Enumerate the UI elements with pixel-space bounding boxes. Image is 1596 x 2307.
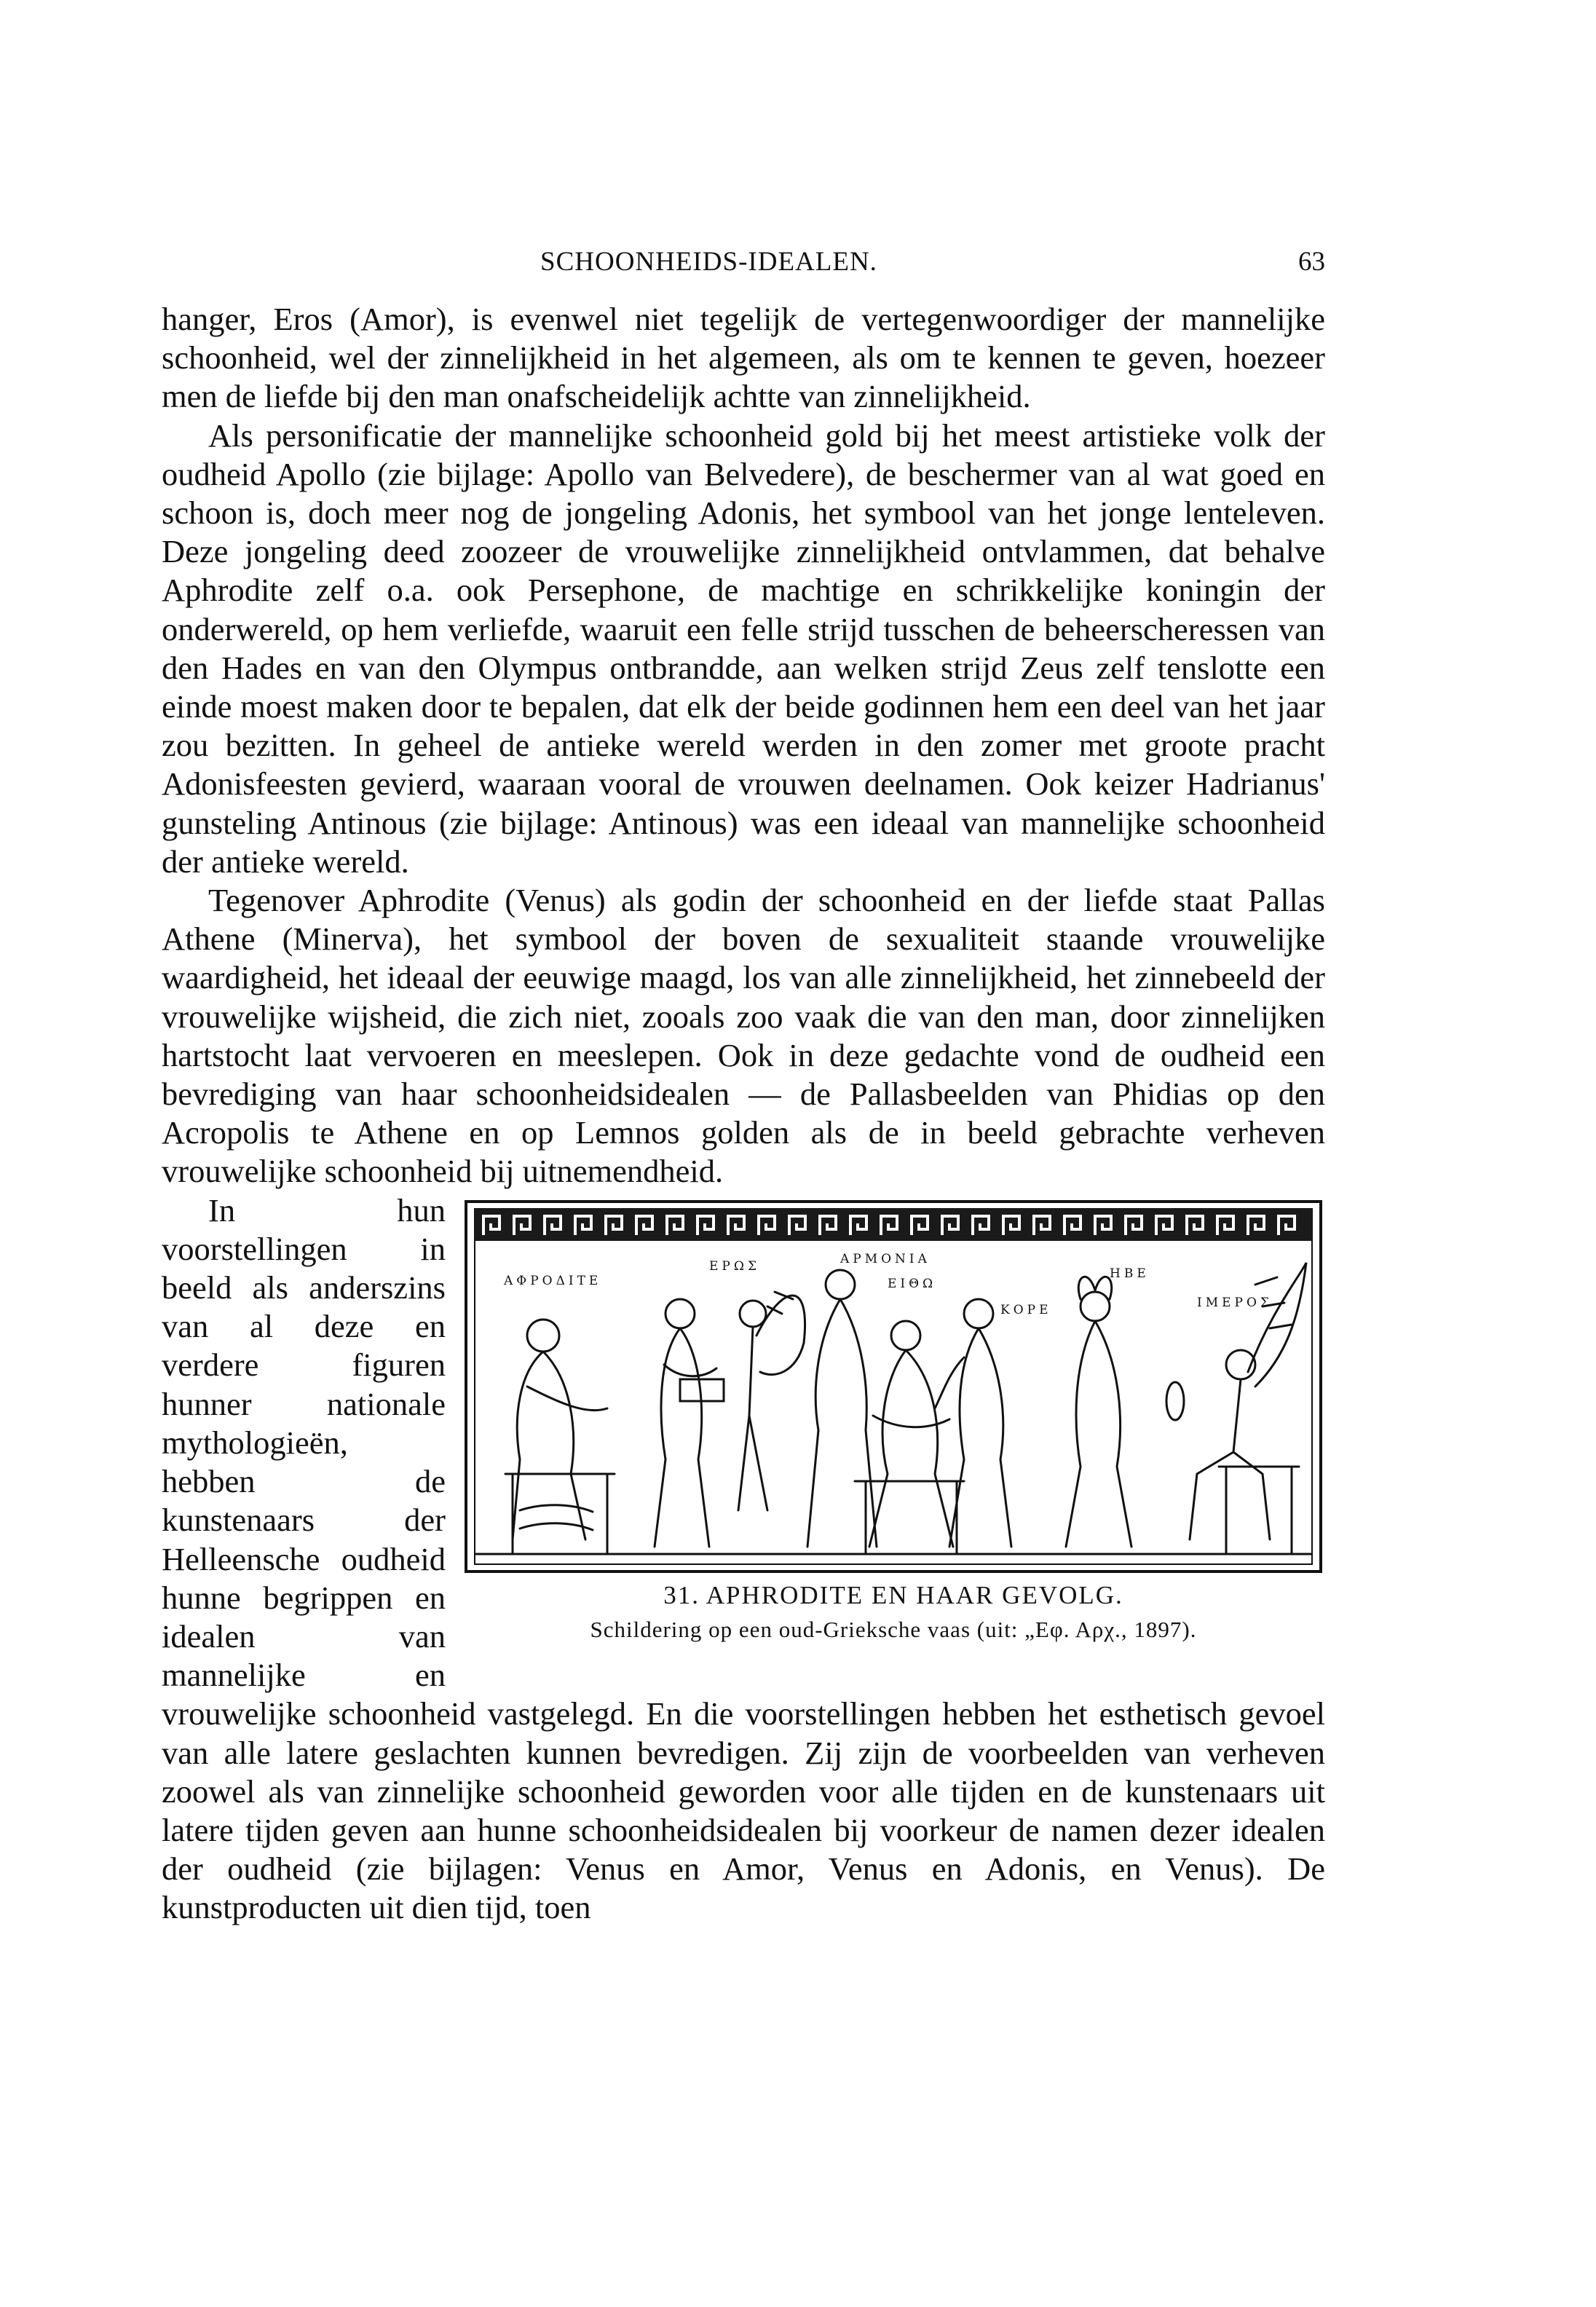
page-header [162, 246, 1325, 290]
page-number: 63 [1298, 247, 1325, 277]
paragraph-2: Als personificatie der mannelijke schoonheid gold bij het meest artistieke volk der oudheid Apollo (zie bijlage: Apollo van Belvedere), de beschermer van al wat goed en schoon is, doch meer nog de jongeling Adonis, het symbool van het jonge lenteleven. Deze jongeling deed zoozeer de vrouwelijke zinnelijkheid ontvlammen, dat behalve Aphrodite zelf o.a. ook Persephone, de machtige en schrikkelijke koningin der onderwereld, op hem verliefde, waaruit een felle strijd tusschen de beheerscheressen van den Hades en van den Olympus ontbrandde, aan welken strijd Zeus zelf tenslotte een einde moest maken door te bepalen, dat elk der beide godinnen hem een deel van het jaar zou bezitten. In geheel de antieke wereld werden in den zomer met groote pracht Adonisfeesten gevierd, waaraan vooral de vrouwen deelnamen. Ook keizer Hadrianus' gunsteling Antinous (zie bijlage: Antinous) was een ideaal van mannelijke schoonheid der antieke wereld. [162, 417, 1325, 880]
paragraph-1: hanger, Eros (Amor), is evenwel niet tegelijk de vertegenwoordiger der mannelijke schoonheid, wel der zinnelijkheid in het algemeen, als om te kennen te geven, hoezeer men de liefde bij den man onafscheidelijk achtte van zinnelijkheid. [162, 301, 1325, 415]
paragraph-4: In hun voorstellingen in beeld als anderszins van al deze en verdere figuren hunner nationale mythologieën, hebben de kunstenaars der Helleensche oudheid hunne begrippen en idealen van mannelijke en vrouwelijke schoonheid vastgelegd. En die voorstellingen hebben het esthetisch gevoel van alle latere geslachten kunnen bevredigen. Zij zijn de voorbeelden van verheven zoowel als van zinnelijke schoonheid geworden voor alle tijden en de kunstenaars uit latere tijden geven aan hunne schoonheidsidealen bij voorkeur de namen dezer idealen der oudheid (zie bijlagen: Venus en Amor, Venus en Adonis, en Venus). De kunstproducten uit dien tijd, toen [162, 1191, 1325, 1926]
paragraph-3: Tegenover Aphrodite (Venus) als godin der schoonheid en der liefde staat Pallas Athene (Minerva), het symbool der boven de sexualiteit staande vrouwelijke waardigheid, het ideaal der eeuwige maagd, los van alle zinnelijkheid, het zinnebeeld der vrouwelijke wijsheid, die zich niet, zooals zoo vaak die van den man, door zinnelijken hartstocht laat vervoeren en meeslepen. Ook in deze gedachte vond de oudheid een bevrediging van haar schoonheidsidealen — de Pallasbeelden van Phidias op den Acropolis te Athene en op Lemnos golden als de in beeld gebrachte verheven vrouwelijke schoonheid bij uitnemendheid. [162, 882, 1325, 1190]
figure-source: Schildering op een oud-Grieksche vaas (uit: „Εφ. Αρχ., 1897). [590, 1616, 1197, 1642]
inscription-harmonia: ΑΡΜΟΝΙΑ [840, 1251, 931, 1266]
inscription-peitho: ΕΙΘΩ [888, 1276, 937, 1291]
figure-vase-painting [462, 1197, 1325, 1663]
paragraph-4-wrap [162, 1191, 1325, 1928]
inscription-hebe: ΗΒΕ [1110, 1266, 1150, 1281]
body-text [162, 300, 1325, 1928]
inscription-aphrodite: ΑΦΡΟΔΙΤΕ [504, 1273, 602, 1288]
running-title: SCHOONHEIDS-IDEALEN. [540, 247, 877, 277]
figure-title: 31. APHRODITE EN HAAR GEVOLG. [663, 1580, 1123, 1609]
figure-caption [462, 1577, 1325, 1646]
inscription-kore: ΚΟΡΕ [1000, 1302, 1052, 1317]
vase-painting-illustration [462, 1197, 1325, 1576]
inscription-eros: ΕΡΩΣ [709, 1258, 760, 1274]
inscription-himeros: ΙΜΕΡΟΣ [1197, 1295, 1273, 1310]
